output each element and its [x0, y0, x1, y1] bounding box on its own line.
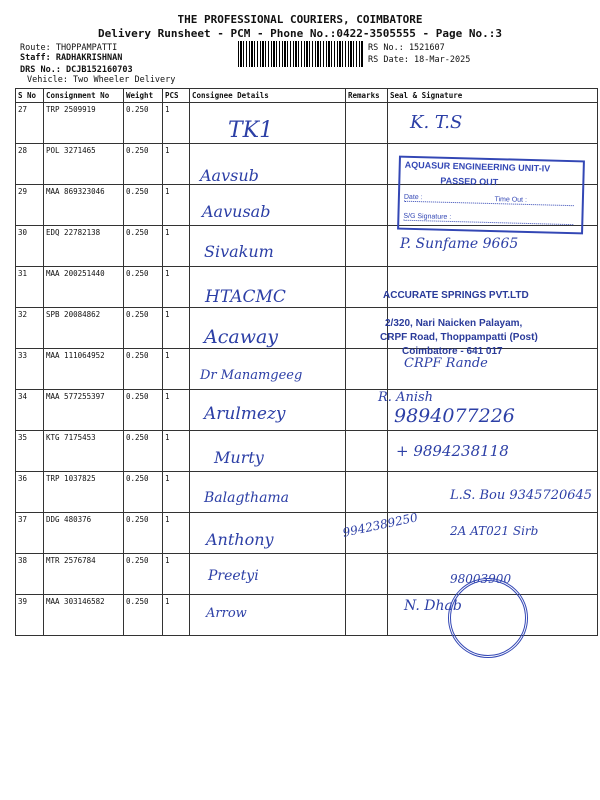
company-title: THE PROFESSIONAL COURIERS, COIMBATORE: [177, 13, 423, 26]
signature-note: L.S. Bou 9345720645: [450, 488, 593, 503]
vehicle-text: Vehicle: Two Wheeler Delivery: [27, 75, 176, 85]
cell-consignment: TRP 1037825: [44, 472, 124, 513]
table-header-row: [16, 89, 598, 103]
handwritten-name-33: Dr Manamgeeg: [200, 368, 303, 383]
aquasur-stamp-title: AQUASUR ENGINEERING UNIT-IV: [404, 159, 551, 174]
cell-remarks: [346, 472, 388, 513]
accurate-stamp-address2: CRPF Road, Thoppampatti (Post): [380, 332, 538, 343]
signature-note: 2A AT021 Sirb: [450, 524, 539, 538]
cell-weight: 0.250: [124, 513, 163, 554]
cell-consignment: POL 3271465: [44, 144, 124, 185]
cell-sno: 31: [16, 267, 44, 308]
col-header-sno: S No: [16, 89, 44, 103]
cell-consignment: SPB 20084862: [44, 308, 124, 349]
cell-remarks: [346, 185, 388, 226]
cell-remarks: [346, 144, 388, 185]
cell-consignment: MAA 303146582: [44, 595, 124, 636]
handwritten-name-38: Preetyi: [208, 568, 259, 584]
cell-remarks: [346, 595, 388, 636]
staff-text: Staff: RADHAKRISHNAN: [20, 53, 123, 63]
aquasur-stamp: [397, 156, 585, 235]
handwritten-name-30: Sivakum: [204, 242, 274, 261]
phone-note: 9894077226: [394, 405, 515, 427]
cell-pcs: 1: [163, 349, 190, 390]
route-text: Route: THOPPAMPATTI: [20, 43, 118, 53]
cell-weight: 0.250: [124, 308, 163, 349]
table-row: [16, 349, 598, 390]
handwritten-name-39: Arrow: [206, 606, 247, 621]
col-header-consignment: Consignment No: [44, 89, 124, 103]
col-header-seal: Seal & Signature: [388, 89, 598, 103]
cell-consignment: KTG 7175453: [44, 431, 124, 472]
cell-sno: 35: [16, 431, 44, 472]
signature-note: R. Anish: [378, 390, 434, 405]
cell-sno: 32: [16, 308, 44, 349]
cell-pcs: 1: [163, 595, 190, 636]
table-row: [16, 103, 598, 144]
aquasur-stamp-date: Date : Time Out :: [404, 194, 574, 206]
cell-remarks: [346, 226, 388, 267]
cell-consignment: MAA 200251440: [44, 267, 124, 308]
cell-sno: 28: [16, 144, 44, 185]
col-header-weight: Weight: [124, 89, 163, 103]
cell-weight: 0.250: [124, 431, 163, 472]
cell-remarks: [346, 431, 388, 472]
cell-consignment: MAA 577255397: [44, 390, 124, 431]
handwritten-name-32: Acaway: [204, 326, 279, 348]
cell-pcs: 1: [163, 308, 190, 349]
accurate-stamp-address1: 2/320, Nari Naicken Palayam,: [385, 318, 523, 329]
cell-consignment: TRP 2509919: [44, 103, 124, 144]
handwritten-name-29: Aavusab: [202, 202, 271, 221]
cell-weight: 0.250: [124, 144, 163, 185]
handwritten-name-28: Aavsub: [200, 166, 259, 185]
table-row: [16, 431, 598, 472]
cell-sno: 27: [16, 103, 44, 144]
handwritten-name-37: Anthony: [206, 530, 274, 549]
col-header-consignee: Consignee Details: [190, 89, 346, 103]
cell-sno: 39: [16, 595, 44, 636]
cell-pcs: 1: [163, 226, 190, 267]
rs-date: RS Date: 18-Mar-2025: [368, 55, 471, 65]
cell-sno: 36: [16, 472, 44, 513]
cell-weight: 0.250: [124, 554, 163, 595]
cell-remarks: [346, 267, 388, 308]
table-row: [16, 267, 598, 308]
barcode-image: [238, 41, 364, 67]
drs-text: DRS No.: DCJB152160703: [20, 65, 133, 75]
aquasur-stamp-status: PASSED OUT: [440, 175, 499, 188]
cell-sno: 29: [16, 185, 44, 226]
cell-pcs: 1: [163, 431, 190, 472]
cell-sno: 37: [16, 513, 44, 554]
cell-consignment: MAA 869323046: [44, 185, 124, 226]
accurate-stamp-address3: Coimbatore - 641 017: [402, 346, 503, 357]
cell-weight: 0.250: [124, 349, 163, 390]
signature-note: N. Dhab: [404, 598, 462, 614]
cell-pcs: 1: [163, 103, 190, 144]
cell-weight: 0.250: [124, 595, 163, 636]
cell-sno: 30: [16, 226, 44, 267]
cell-weight: 0.250: [124, 267, 163, 308]
cell-pcs: 1: [163, 554, 190, 595]
phone-note: + 9894238118: [396, 442, 509, 460]
cell-seal: [388, 267, 598, 308]
signature-note: K. T.S: [410, 112, 463, 133]
rs-number: RS No.: 1521607: [368, 43, 445, 53]
cell-consignment: EDQ 22782138: [44, 226, 124, 267]
cell-consignment: DDG 480376: [44, 513, 124, 554]
runsheet-subtitle: Delivery Runsheet - PCM - Phone No.:0422-3505555 - Page No.:3: [98, 27, 502, 40]
cell-pcs: 1: [163, 513, 190, 554]
cell-weight: 0.250: [124, 390, 163, 431]
handwritten-name-36: Balagthama: [204, 490, 290, 506]
cell-remarks: [346, 554, 388, 595]
phone-note: 9942389250: [341, 510, 419, 540]
cell-pcs: 1: [163, 144, 190, 185]
col-header-pcs: PCS: [163, 89, 190, 103]
col-header-remarks: Remarks: [346, 89, 388, 103]
cell-pcs: 1: [163, 472, 190, 513]
cell-consignment: MAA 111064952: [44, 349, 124, 390]
cell-weight: 0.250: [124, 226, 163, 267]
handwritten-name-31: HTACMC: [205, 287, 286, 307]
cell-consignment: MTR 2576784: [44, 554, 124, 595]
signature-note: P. Sunfame 9665: [400, 236, 519, 252]
aquasur-stamp-signature: S/G Signature :: [403, 213, 573, 225]
cell-remarks: [346, 103, 388, 144]
cell-sno: 33: [16, 349, 44, 390]
signature-note: CRPF Rande: [404, 356, 488, 371]
accurate-stamp-name: ACCURATE SPRINGS PVT.LTD: [383, 290, 529, 301]
handwritten-name-35: Murty: [214, 448, 264, 467]
cell-pcs: 1: [163, 185, 190, 226]
cell-remarks: [346, 349, 388, 390]
cell-sno: 38: [16, 554, 44, 595]
cell-weight: 0.250: [124, 103, 163, 144]
round-seal-icon: [448, 578, 528, 658]
handwritten-name-34: Arulmezy: [204, 404, 286, 424]
phone-note: 98003900: [450, 572, 512, 586]
cell-weight: 0.250: [124, 472, 163, 513]
cell-pcs: 1: [163, 267, 190, 308]
cell-weight: 0.250: [124, 185, 163, 226]
handwritten-name-27: TK1: [228, 118, 274, 143]
cell-sno: 34: [16, 390, 44, 431]
cell-consignee: [190, 431, 346, 472]
cell-pcs: 1: [163, 390, 190, 431]
